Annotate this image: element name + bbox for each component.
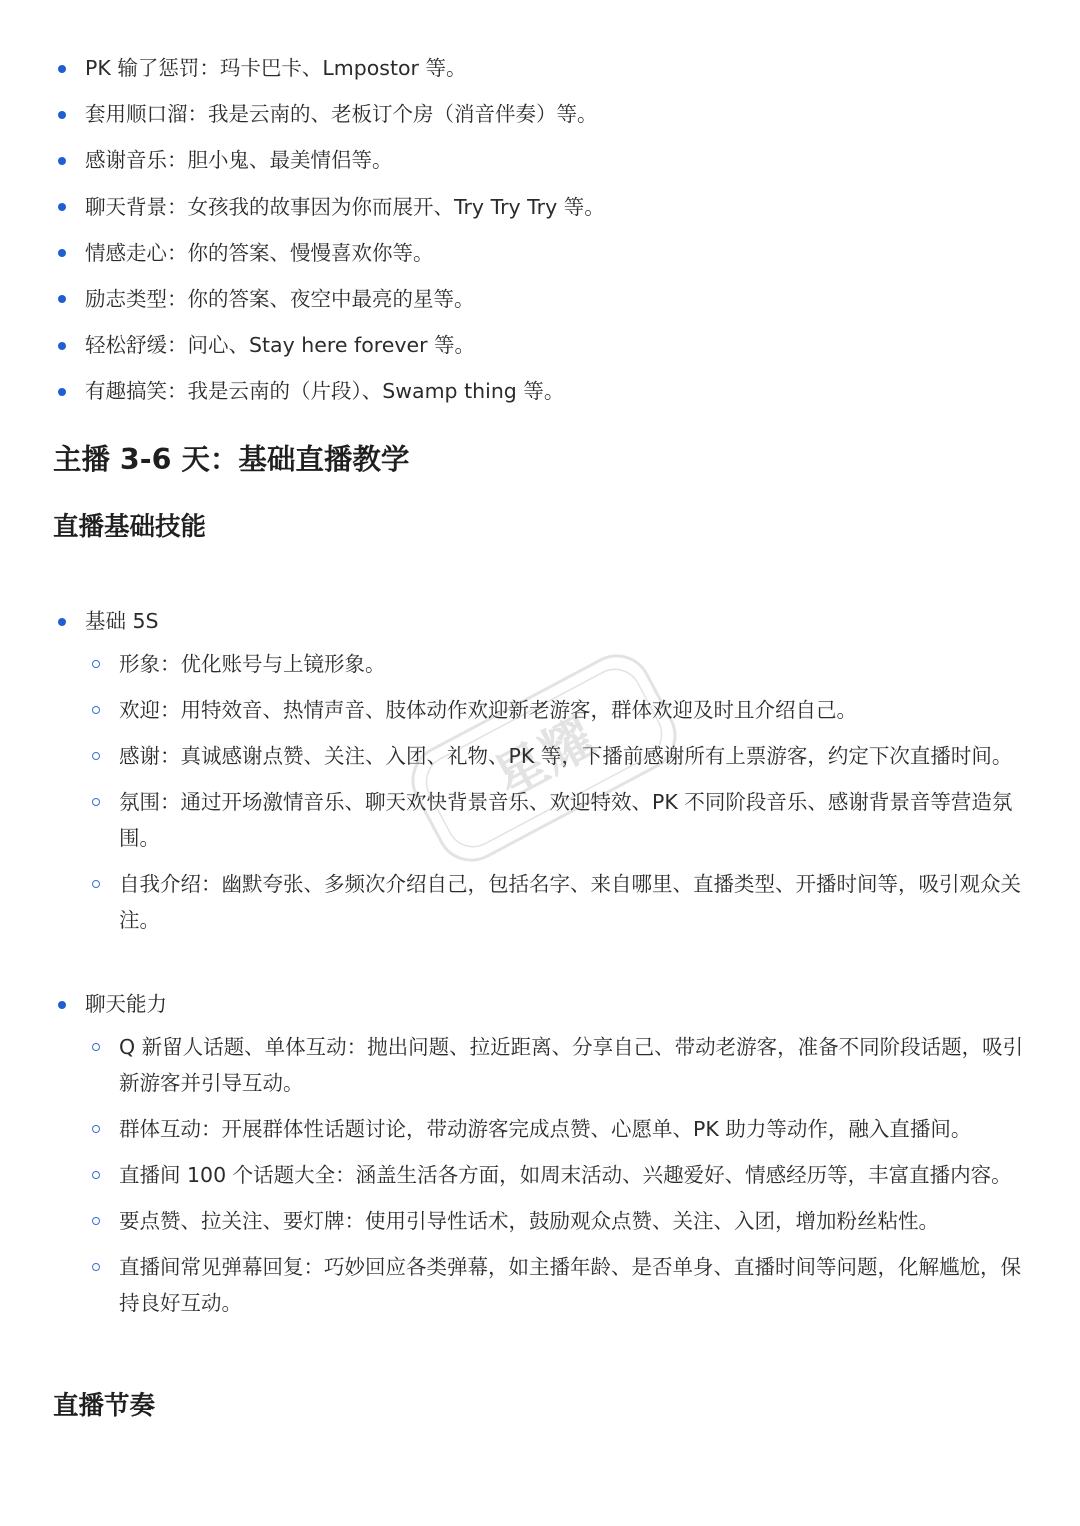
bullet-circle-icon xyxy=(92,1125,100,1133)
section-heading-main: 主播 3-6 天：基础直播教学 xyxy=(53,443,410,476)
bullet-circle-icon xyxy=(92,1043,100,1051)
sub-list-item: 群体互动：开展群体性话题讨论，带动游客完成点赞、心愿单、PK 助力等动作，融入直播间。 xyxy=(58,1111,1033,1147)
list-item: PK 输了惩罚：玛卡巴卡、Lmpostor 等。 xyxy=(58,49,1048,95)
bullet-dot-icon xyxy=(58,295,66,303)
bullet-dot-icon xyxy=(58,342,66,350)
bullet-circle-icon xyxy=(92,706,100,714)
bullet-dot-icon xyxy=(58,1001,66,1009)
watermark-text: 星耀 xyxy=(484,707,605,810)
bullet-circle-icon xyxy=(92,752,100,760)
sub-list-item: 自我介绍：幽默夸张、多频次介绍自己，包括名字、来自哪里、直播类型、开播时间等，吸引观众关注。 xyxy=(58,866,1033,938)
list-item: 轻松舒缓：问心、Stay here forever 等。 xyxy=(58,326,1048,372)
list-item-basic-5s: 基础 5S xyxy=(58,602,1033,646)
sub-list-item: 欢迎：用特效音、热情声音、肢体动作欢迎新老游客，群体欢迎及时且介绍自己。 xyxy=(58,692,1033,728)
sub-list-item: 要点赞、拉关注、要灯牌：使用引导性话术，鼓励观众点赞、关注、入团，增加粉丝粘性。 xyxy=(58,1203,1033,1239)
list-item: 情感走心：你的答案、慢慢喜欢你等。 xyxy=(58,234,1048,280)
sub-list-item: 直播间 100 个话题大全：涵盖生活各方面，如周末活动、兴趣爱好、情感经历等，丰富直播内容。 xyxy=(58,1157,1033,1193)
sub-list-item: Q 新留人话题、单体互动：抛出问题、拉近距离、分享自己、带动老游客，准备不同阶段话题，吸引新游客并引导互动。 xyxy=(58,1029,1033,1101)
bullet-dot-icon xyxy=(58,618,66,626)
bullet-circle-icon xyxy=(92,1263,100,1271)
section-heading-basic-skills: 直播基础技能 xyxy=(53,512,207,542)
basic-5s-block xyxy=(58,602,1033,948)
bullet-circle-icon xyxy=(92,1217,100,1225)
list-item: 聊天背景：女孩我的故事因为你而展开、Try Try Try 等。 xyxy=(58,188,1048,234)
list-item-chat-ability: 聊天能力 xyxy=(58,985,1033,1029)
chat-ability-block xyxy=(58,985,1033,1331)
bullet-dot-icon xyxy=(58,249,66,257)
music-type-list xyxy=(58,49,1048,419)
sub-list-item: 感谢：真诚感谢点赞、关注、入团、礼物、PK 等，下播前感谢所有上票游客，约定下次直播时间。 xyxy=(58,738,1033,774)
basic-5s-sublist xyxy=(58,646,1033,938)
sub-list-item: 氛围：通过开场激情音乐、聊天欢快背景音乐、欢迎特效、PK 不同阶段音乐、感谢背景音等营造氛围。 xyxy=(58,784,1033,856)
bullet-dot-icon xyxy=(58,157,66,165)
sub-list-item: 形象：优化账号与上镜形象。 xyxy=(58,646,1033,682)
list-item: 有趣搞笑：我是云南的（片段）、Swamp thing 等。 xyxy=(58,372,1048,418)
bullet-dot-icon xyxy=(58,388,66,396)
sub-list-item: 直播间常见弹幕回复：巧妙回应各类弹幕，如主播年龄、是否单身、直播时间等问题，化解尴尬，保持良好互动。 xyxy=(58,1249,1033,1321)
list-item: 感谢音乐：胆小鬼、最美情侣等。 xyxy=(58,141,1048,187)
bullet-dot-icon xyxy=(58,111,66,119)
chat-ability-sublist xyxy=(58,1029,1033,1321)
bullet-circle-icon xyxy=(92,660,100,668)
bullet-dot-icon xyxy=(58,203,66,211)
bullet-circle-icon xyxy=(92,798,100,806)
list-item: 励志类型：你的答案、夜空中最亮的星等。 xyxy=(58,280,1048,326)
bullet-circle-icon xyxy=(92,1171,100,1179)
section-heading-live-rhythm: 直播节奏 xyxy=(53,1391,156,1421)
bullet-circle-icon xyxy=(92,880,100,888)
bullet-dot-icon xyxy=(58,65,66,73)
list-item: 套用顺口溜：我是云南的、老板订个房（消音伴奏）等。 xyxy=(58,95,1048,141)
